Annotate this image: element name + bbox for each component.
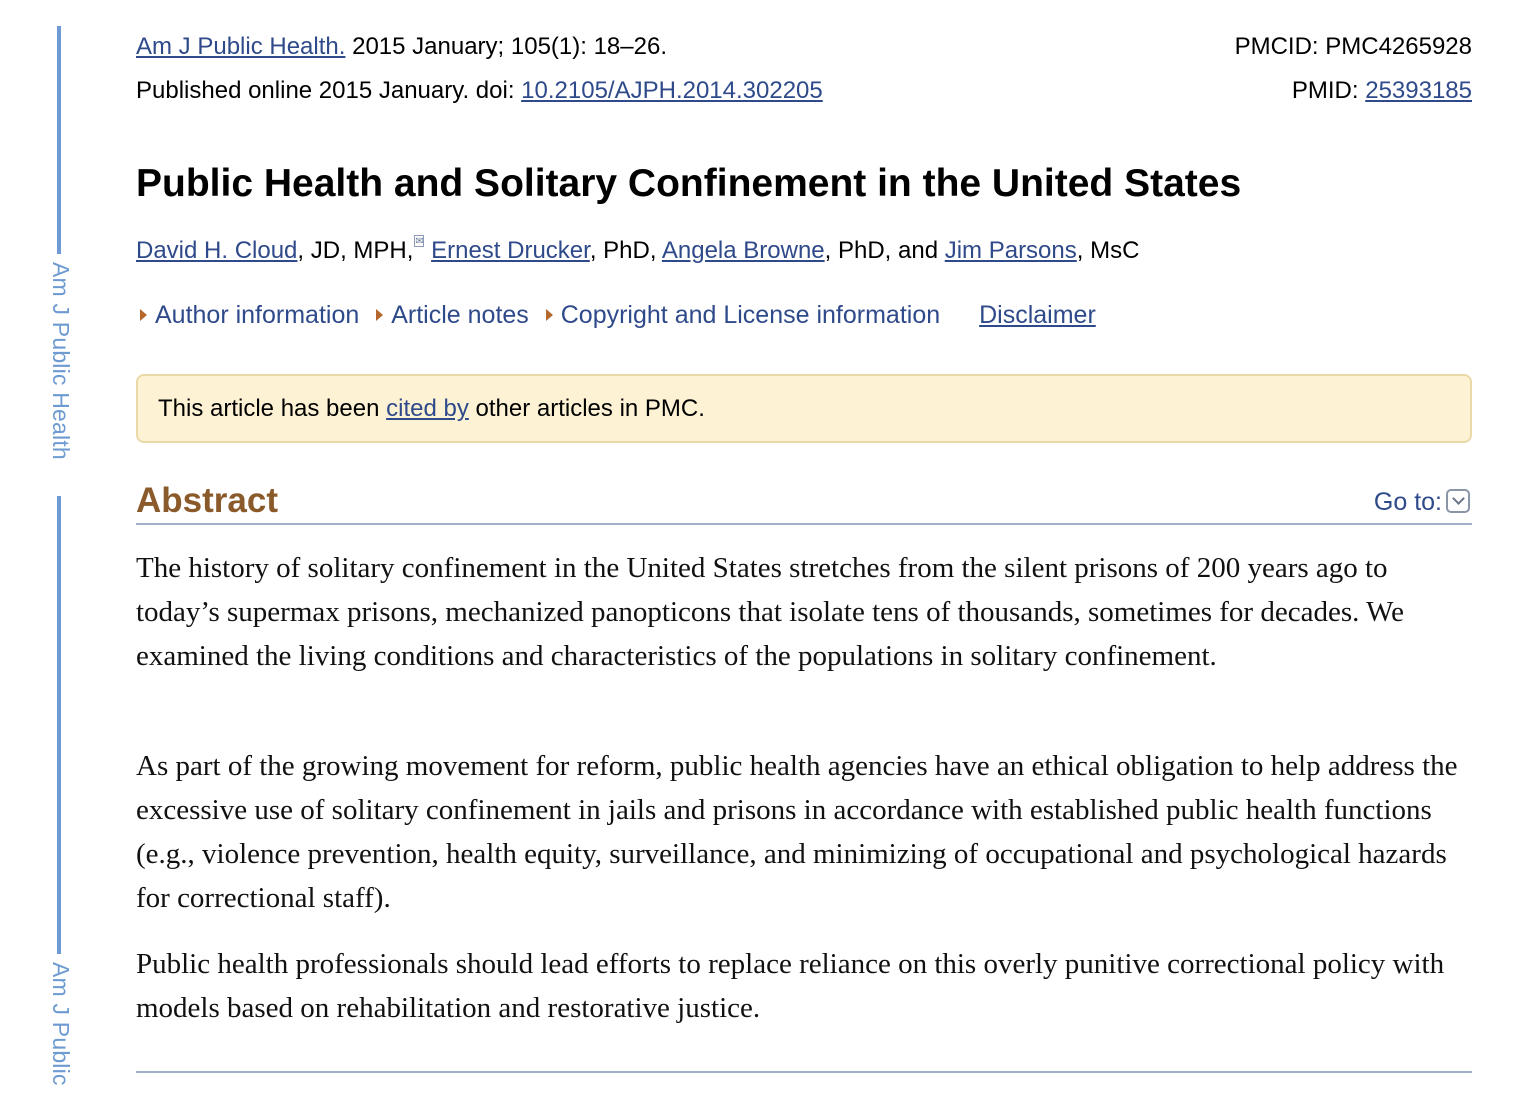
abstract-header bbox=[136, 478, 1472, 525]
email-icon[interactable]: ✉ bbox=[415, 236, 424, 247]
rail-divider bbox=[57, 26, 61, 254]
author-link[interactable]: David H. Cloud bbox=[136, 237, 298, 264]
pmid-label: PMID: bbox=[1291, 77, 1366, 104]
journal-link[interactable]: Am J Public Health. bbox=[136, 33, 346, 60]
abstract-paragraph: The history of solitary confinement in the United States stretches from the silent prisons of 200 years ago to today’s supermax prisons, mechanized panopticons that isolate tens of thousands, sometimes for decades. We examined the living conditions and characteristics of the populations in solitary confinement. bbox=[136, 552, 1404, 672]
article-info-toggles bbox=[136, 298, 1096, 332]
author-credentials: , PhD, and bbox=[824, 237, 945, 264]
article-title: Public Health and Solitary Confinement in the United States bbox=[136, 162, 1242, 205]
rail-journal-label: Am J Public Health bbox=[48, 262, 74, 460]
toggle-label: Copyright and License information bbox=[560, 301, 941, 329]
expand-triangle-icon bbox=[140, 309, 147, 321]
issue-text: 2015 January; 105(1): 18–26. bbox=[345, 33, 667, 60]
abstract-paragraph: As part of the growing movement for reform, public health agencies have an ethical obligation to help address the excessive use of solitary confinement in jails and prisons in accordance with established public health functions (e.g., violence prevention, health equity, surveillance, and minimizing of occupational and psychological hazards for correctional staff). bbox=[136, 750, 1458, 914]
author-link[interactable]: Angela Browne bbox=[661, 237, 825, 264]
disclaimer-link[interactable]: Disclaimer bbox=[979, 301, 1096, 329]
author-link[interactable]: Ernest Drucker bbox=[431, 237, 590, 264]
chevron-down-icon[interactable] bbox=[1446, 489, 1470, 513]
notice-text: other articles in PMC. bbox=[468, 395, 705, 422]
published-text: Published online 2015 January. doi: bbox=[136, 77, 522, 104]
citation-line bbox=[136, 32, 667, 62]
abstract-heading: Abstract bbox=[136, 481, 278, 520]
pmid bbox=[1292, 76, 1472, 106]
side-running-header bbox=[0, 0, 110, 1104]
rail-journal-label-repeat: Am J Public bbox=[48, 962, 74, 1086]
published-line bbox=[136, 76, 823, 106]
expand-triangle-icon bbox=[376, 309, 383, 321]
author-list bbox=[136, 234, 1139, 268]
notice-text: This article has been bbox=[158, 395, 387, 422]
abstract-paragraph: Public health professionals should lead efforts to replace reliance on this overly punitive correctional policy with models based on rehabilitation and restorative justice. bbox=[136, 948, 1445, 1024]
rail-divider bbox=[57, 496, 61, 954]
section-divider bbox=[136, 1071, 1472, 1073]
cited-by-notice bbox=[136, 374, 1472, 443]
copyright-toggle[interactable] bbox=[542, 301, 946, 329]
toggle-label: Article notes bbox=[391, 301, 529, 329]
author-credentials: , JD, MPH, bbox=[297, 237, 414, 264]
goto-label: Go to: bbox=[1373, 488, 1442, 516]
author-link[interactable]: Jim Parsons bbox=[944, 237, 1077, 264]
expand-triangle-icon bbox=[546, 309, 553, 321]
goto-menu[interactable] bbox=[1374, 486, 1470, 518]
author-credentials: , MsC bbox=[1076, 237, 1140, 264]
cited-by-link[interactable]: cited by bbox=[386, 395, 469, 422]
pmcid: PMCID: PMC4265928 bbox=[1234, 33, 1472, 60]
author-information-toggle[interactable] bbox=[136, 301, 365, 329]
article-notes-toggle[interactable] bbox=[372, 301, 535, 329]
doi-link[interactable]: 10.2105/AJPH.2014.302205 bbox=[521, 77, 823, 104]
toggle-label: Author information bbox=[155, 301, 360, 329]
author-credentials: , PhD, bbox=[589, 237, 662, 264]
pmid-link[interactable]: 25393185 bbox=[1365, 77, 1472, 104]
